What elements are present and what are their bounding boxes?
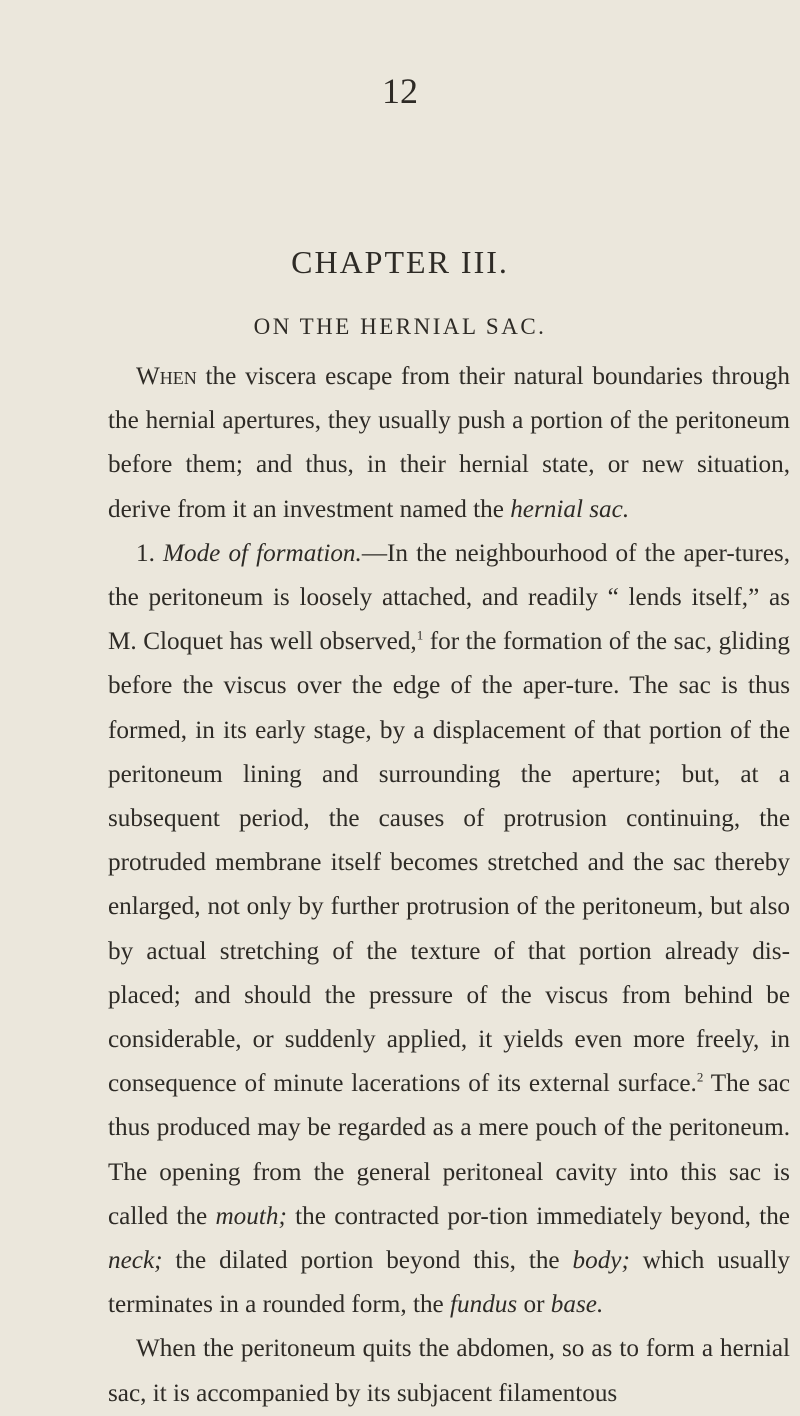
term-neck: neck; bbox=[108, 1247, 163, 1275]
paragraph-3: When the peritoneum quits the abdomen, so as to form a hernial sac, it is accompanied by its subjacent filamentous bbox=[108, 1335, 790, 1407]
chapter-title: CHAPTER III. bbox=[291, 244, 509, 280]
paragraph-2-text-g: or bbox=[517, 1291, 551, 1319]
term-body: body; bbox=[572, 1247, 630, 1275]
footnote-ref-1[interactable]: 1 bbox=[416, 627, 424, 643]
page-number: 12 bbox=[382, 71, 418, 111]
paragraph-2-text-f: which usually terminates in a rounded form, the bbox=[108, 1247, 790, 1319]
paragraph-2-text-d: the contracted por-tion immediately beyond, the bbox=[286, 1202, 790, 1230]
drop-cap-word: When bbox=[136, 363, 197, 390]
paragraph-2-text-e: the dilated portion beyond this, the bbox=[162, 1247, 573, 1275]
paragraph-2-text-a: —In the neighbourhood of the aper-tures, the peritoneum is loosely attached, and readily “ lends itself,” as M. Cloquet has well observed, bbox=[108, 539, 790, 656]
term-base: base. bbox=[550, 1291, 604, 1319]
body-text bbox=[108, 355, 790, 1416]
section-number: 1. bbox=[136, 539, 163, 567]
chapter-subtitle: ON THE HERNIAL SAC. bbox=[253, 314, 547, 339]
term-fundus: fundus bbox=[450, 1291, 518, 1319]
paragraph-2 bbox=[108, 532, 790, 1328]
term-mouth: mouth; bbox=[215, 1202, 287, 1230]
section-heading: Mode of formation. bbox=[163, 539, 362, 567]
paragraph-2-text-b: for the formation of the sac, gliding before the viscus over the edge of the aper-ture. The sac is thus formed, in its early stage, by a displacement of that portion of the peritoneum lining and surrounding the aperture; but, at a subsequent period, the causes of protrusion continuing, the protruded membrane itself becomes stretched and the sac thereby enlarged, not only by further protrusion of the peritoneum, but also by actual stretching of the texture of that portion already dis-placed; and should the pressure of the viscus from behind be considerable, or suddenly applied, it yields even more freely, in consequence of minute lacerations of its external surface. bbox=[108, 628, 790, 1098]
term-hernial-sac: hernial sac. bbox=[510, 495, 630, 523]
footnote-ref-2[interactable]: 2 bbox=[696, 1069, 704, 1085]
paragraph-1-text: the viscera escape from their natural boundaries through the hernial apertures, they usually push a portion of the peritoneum before them; and thus, in their hernial state, or new situation, derive from it an investment named the bbox=[108, 363, 790, 523]
paragraph-1 bbox=[108, 355, 790, 532]
paragraph-2-text-c: The sac thus produced may be regarded as a mere pouch of the peritoneum. The opening from the general peritoneal cavity into this sac is called the bbox=[108, 1070, 790, 1230]
